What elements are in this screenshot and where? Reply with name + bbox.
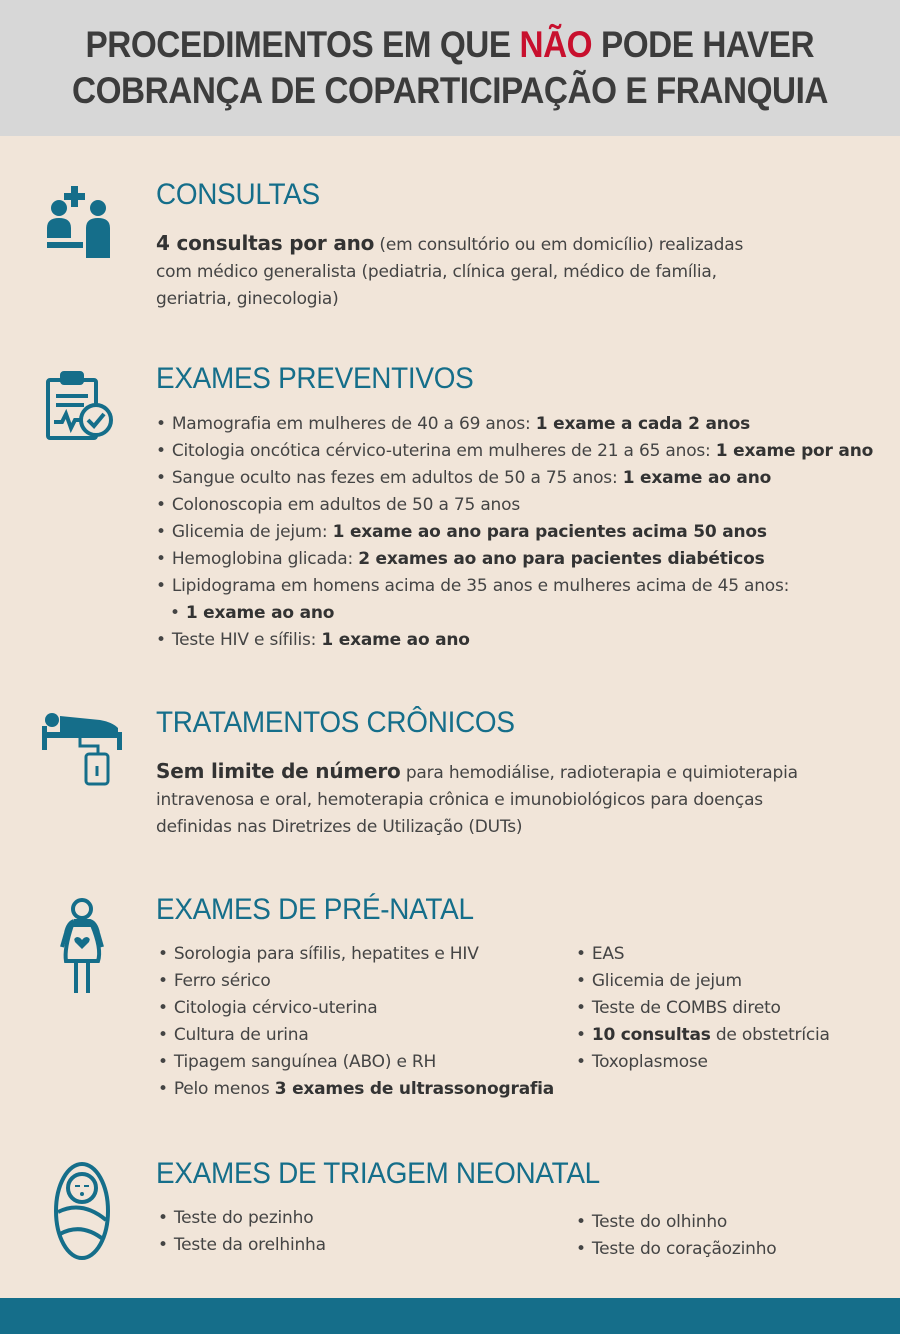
section-title-consultas: CONSULTAS bbox=[156, 178, 320, 211]
list-item: • Glicemia de jejum: 1 exame ao ano para pacientes acima 50 anos bbox=[156, 519, 873, 546]
list-item: • Sorologia para sífilis, hepatites e HIV bbox=[158, 941, 554, 968]
list-item: • Pelo menos 3 exames de ultrassonografia bbox=[158, 1076, 554, 1103]
prenatal-list-right bbox=[576, 941, 830, 1076]
section-title-preventivos: EXAMES PREVENTIVOS bbox=[156, 362, 474, 395]
pregnant-woman-icon bbox=[56, 897, 108, 997]
cronicos-description: Sem limite de número para hemodiálise, radioterapia e quimioterapia intravenosa e oral, hemoterapia crônica e imunobiológicos para doenças definidas nas Diretrizes de Utilização (DUTs) bbox=[156, 759, 798, 837]
list-item: • Lipidograma em homens acima de 35 anos e mulheres acima de 45 anos: bbox=[156, 573, 873, 600]
list-item: • Tipagem sanguínea (ABO) e RH bbox=[158, 1049, 554, 1076]
list-item: • Sangue oculto nas fezes em adultos de 50 a 75 anos: 1 exame ao ano bbox=[156, 465, 873, 492]
list-item: • Hemoglobina glicada: 2 exames ao ano para pacientes diabéticos bbox=[156, 546, 873, 573]
list-item: • Glicemia de jejum bbox=[576, 968, 830, 995]
neonatal-list-right bbox=[576, 1209, 776, 1263]
list-item: • Teste do pezinho bbox=[158, 1205, 326, 1232]
neonatal-list-left bbox=[158, 1205, 326, 1259]
list-item: • Teste HIV e sífilis: 1 exame ao ano bbox=[156, 627, 873, 654]
list-item: • EAS bbox=[576, 941, 830, 968]
list-item: • Mamografia em mulheres de 40 a 69 anos: 1 exame a cada 2 anos bbox=[156, 411, 873, 438]
consultas-lead: 4 consultas por ano bbox=[156, 231, 375, 255]
page-title-line1: PROCEDIMENTOS EM QUE NÃO PODE HAVER bbox=[85, 24, 815, 65]
list-item: • Toxoplasmose bbox=[576, 1049, 830, 1076]
list-item: • Citologia cérvico-uterina bbox=[158, 995, 554, 1022]
cronicos-lead: Sem limite de número bbox=[156, 759, 401, 783]
list-item-continuation: • 1 exame ao ano bbox=[156, 600, 873, 627]
list-item: • 10 consultas de obstetrícia bbox=[576, 1022, 830, 1049]
consultas-description: 4 consultas por ano (em consultório ou em domicílio) realizadas com médico generalista (pediatria, clínica geral, médico de família, geriatria, ginecologia) bbox=[156, 231, 744, 309]
preventivos-list bbox=[156, 411, 873, 654]
list-item: • Colonoscopia em adultos de 50 a 75 anos bbox=[156, 492, 873, 519]
header-banner bbox=[0, 0, 900, 136]
title-highlight: NÃO bbox=[519, 24, 593, 65]
prenatal-list-left bbox=[158, 941, 554, 1103]
page-title-line2: COBRANÇA DE COPARTICIPAÇÃO E FRANQUIA bbox=[71, 70, 829, 111]
doctor-patient-icon bbox=[44, 184, 118, 262]
swaddled-baby-icon bbox=[52, 1160, 112, 1262]
hospital-bed-iv-icon bbox=[40, 710, 124, 790]
list-item: • Teste de COMBS direto bbox=[576, 995, 830, 1022]
clipboard-check-icon bbox=[44, 370, 118, 444]
footer-bar bbox=[0, 1298, 900, 1334]
list-item: • Teste do olhinho bbox=[576, 1209, 776, 1236]
list-item: • Teste do coraçãozinho bbox=[576, 1236, 776, 1263]
list-item: • Ferro sérico bbox=[158, 968, 554, 995]
list-item: • Citologia oncótica cérvico-uterina em mulheres de 21 a 65 anos: 1 exame por ano bbox=[156, 438, 873, 465]
section-title-cronicos: TRATAMENTOS CRÔNICOS bbox=[156, 706, 515, 739]
section-title-neonatal: EXAMES DE TRIAGEM NEONATAL bbox=[156, 1157, 600, 1190]
list-item: • Cultura de urina bbox=[158, 1022, 554, 1049]
section-title-prenatal: EXAMES DE PRÉ-NATAL bbox=[156, 893, 474, 926]
list-item: • Teste da orelhinha bbox=[158, 1232, 326, 1259]
